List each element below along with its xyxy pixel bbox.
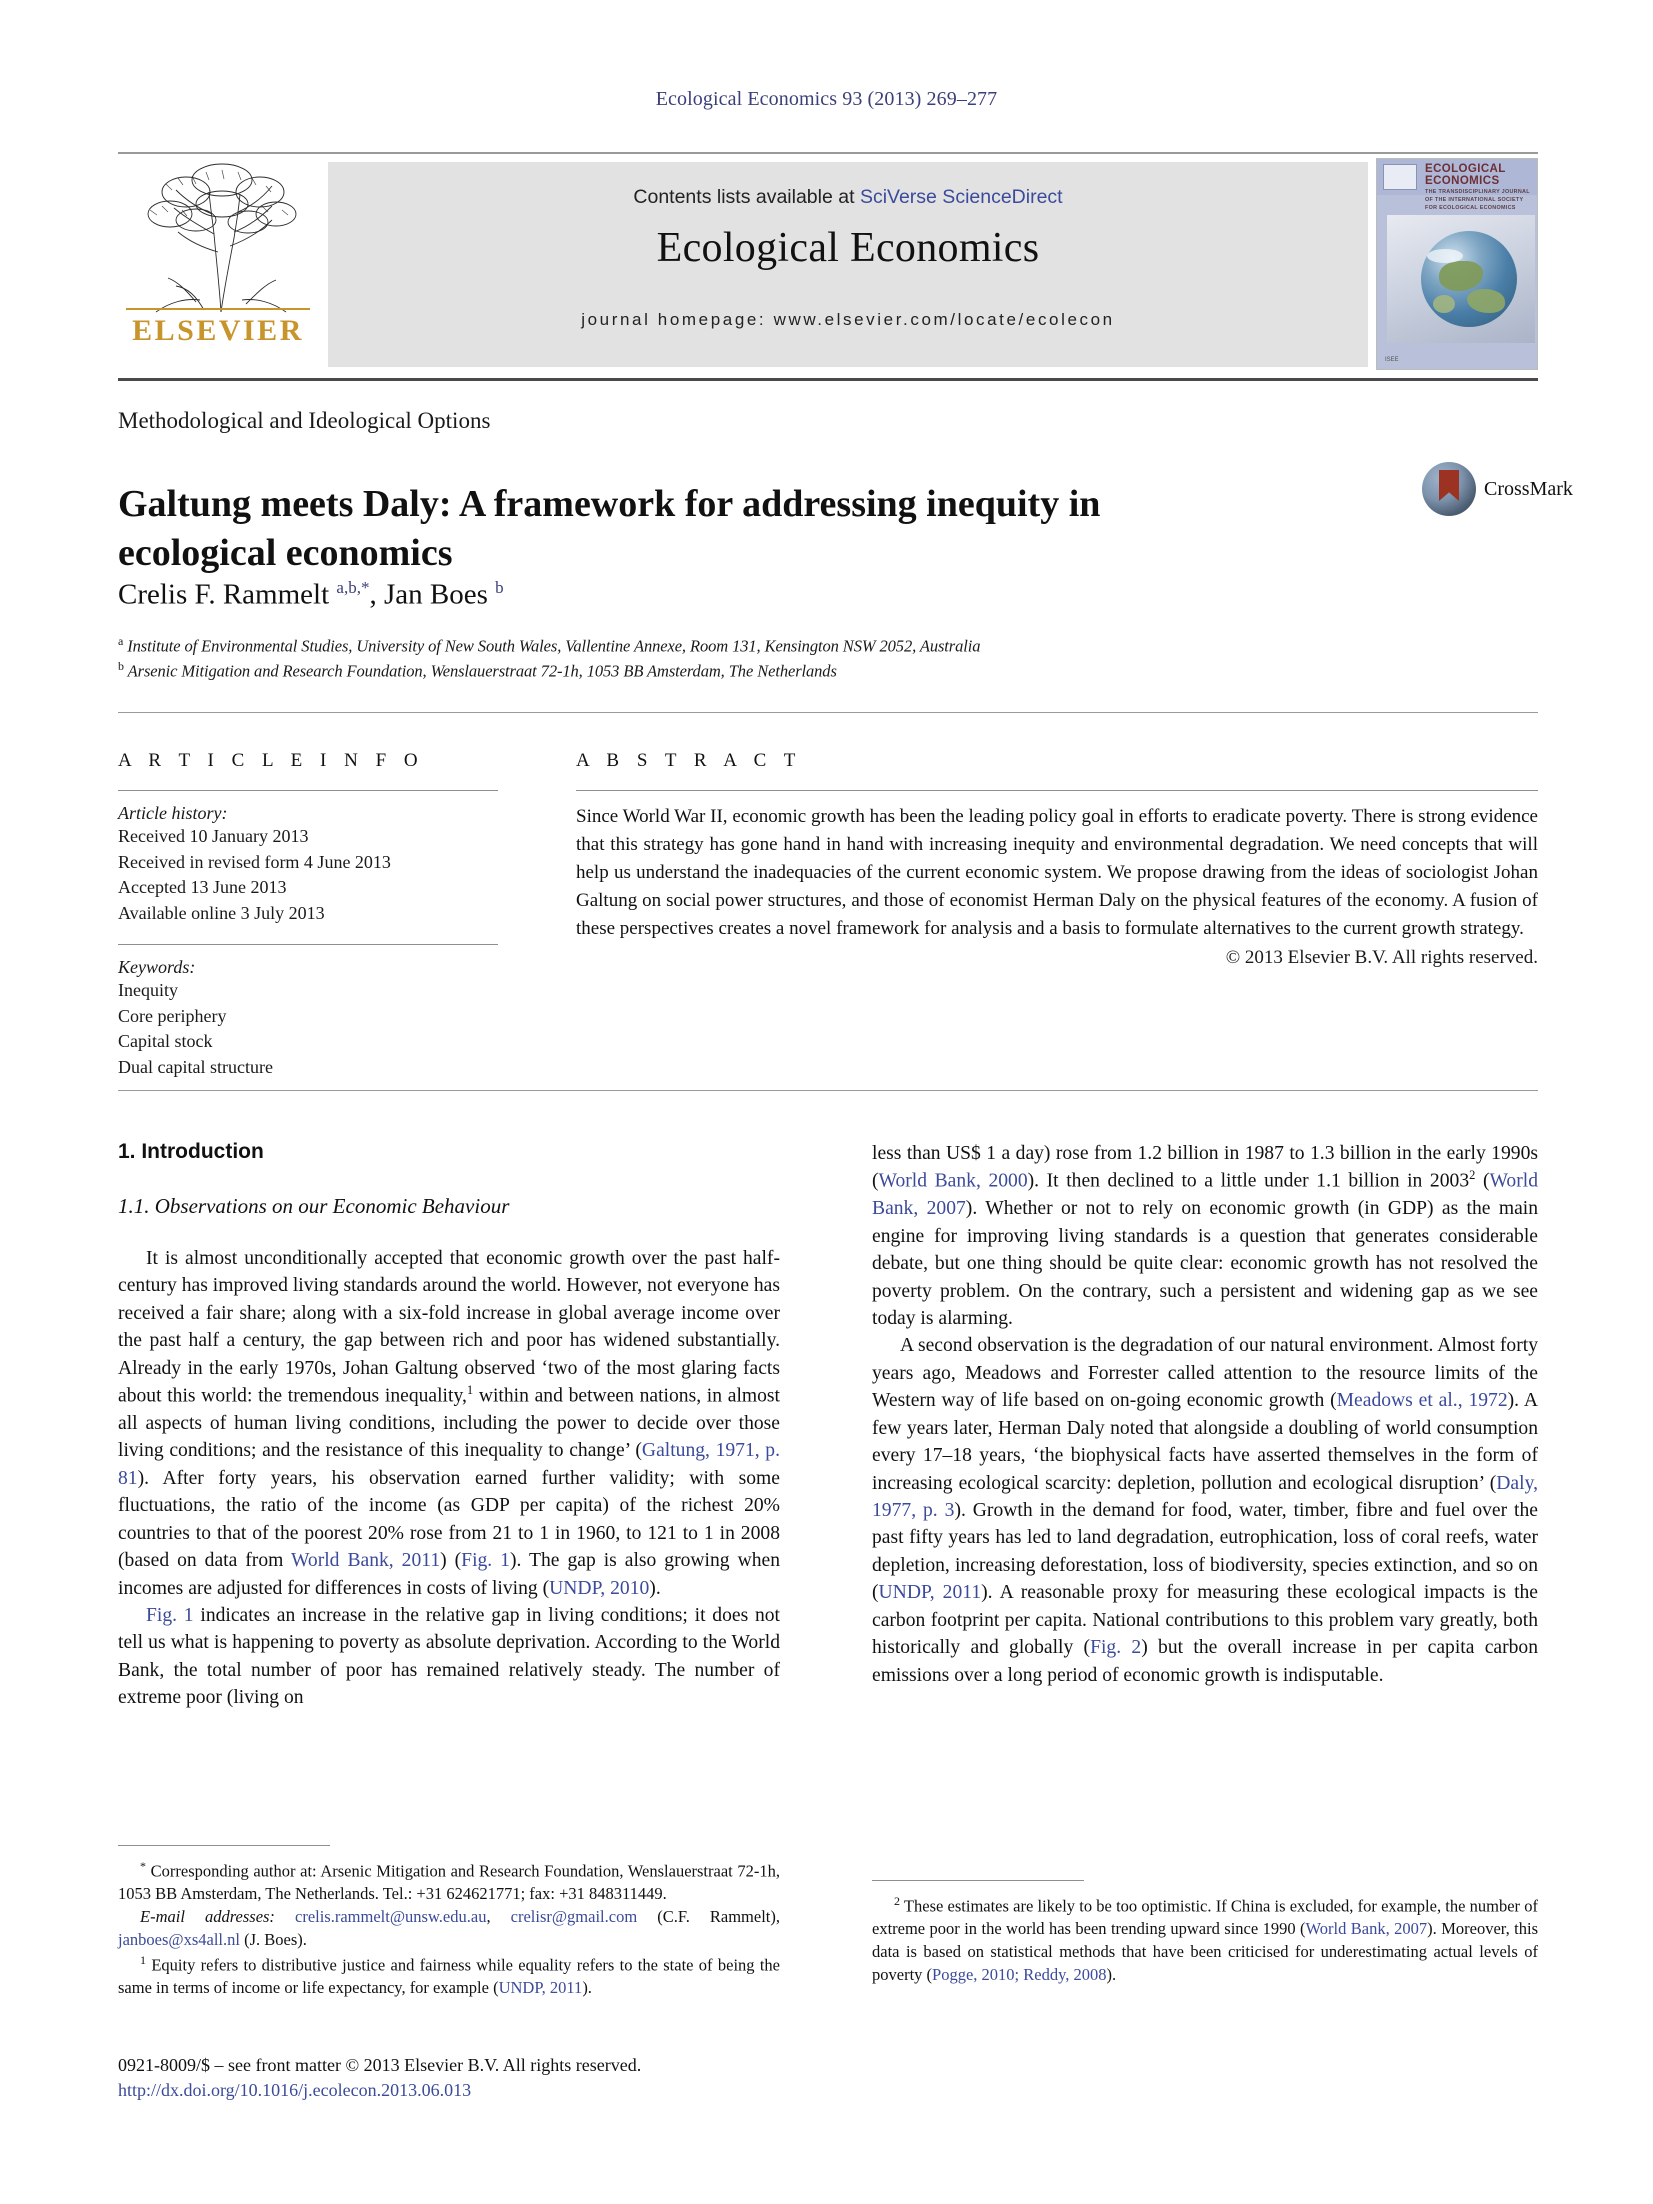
footnotes-left [118, 1845, 780, 2000]
citation-world-bank-2007-fn[interactable]: World Bank, 2007 [1305, 1919, 1428, 1939]
footnote-mark-2: 2 [894, 1894, 900, 1908]
heading-observations: 1.1. Observations on our Economic Behaviour [118, 1194, 510, 1218]
r1-seg: ). Whether or not to rely on economic growth (in GDP) as the main engine for improving living standards is a question that generates considerable debate, but one thing should be quite clear: economic growth has not resolved the poverty problem. On the contrary, such a persistent and widening gap as we see today is alarming. [872, 1198, 1539, 1330]
history-online: Available online 3 July 2013 [118, 903, 325, 924]
top-divider [118, 152, 1538, 154]
journal-title: Ecological Economics [656, 225, 1040, 271]
affiliation-b: $^b$ Arsenic Mitigation and Research Foundation, Wenslauerstraat 72-1h, 1053 BB Amsterdam, The Netherlands [118, 659, 837, 681]
keyword-item: Capital stock [118, 1031, 213, 1052]
article-info-column [118, 750, 498, 1081]
email-link-1[interactable]: crelis.rammelt@unsw.edu.au [295, 1907, 487, 1927]
footnote-ref-2[interactable]: 2 [1469, 1168, 1476, 1183]
globe-landmass [1439, 261, 1483, 291]
body-column-right [872, 1140, 1538, 1689]
history-received: Received 10 January 2013 [118, 826, 309, 846]
contents-available-line [328, 186, 1368, 209]
p1-seg: ). [649, 1577, 661, 1599]
doi-link[interactable]: http://dx.doi.org/10.1016/j.ecolecon.2013.06.013 [118, 2080, 472, 2100]
affiliation-a-text: Institute of Environmental Studies, University of New South Wales, Vallentine Annexe, Room 131, Kensington NSW 2052, Australia [127, 636, 981, 656]
citation-world-bank-2000[interactable]: World Bank, 2000 [878, 1170, 1028, 1192]
footnote-emails [118, 1906, 780, 1952]
p1-seg: It is almost unconditionally accepted that economic growth over the past half-century has improved living standards around the world. However, not everyone has received a fair share; along with a six-fold increase in global average income over the past half a century, the gap between rich and poor has widened substantially. Already in the early 1970s, Johan Galtung observed ‘two of the most glaring facts about this world: the tremendous inequality, [118, 1248, 780, 1407]
email-owner-1: (C.F. Rammelt), [657, 1907, 781, 1927]
citation-undp-2011-fn[interactable]: UNDP, 2011 [498, 1977, 583, 1997]
history-accepted: Accepted 13 June 2013 [118, 877, 287, 898]
footnote-ref-1[interactable]: 1 [466, 1383, 474, 1398]
footnote-2 [872, 1893, 1538, 1987]
globe-landmass [1433, 295, 1455, 313]
article-history-label: Article history: [118, 803, 228, 823]
cover-title [1425, 163, 1506, 188]
sciencedirect-link[interactable]: SciVerse ScienceDirect [859, 186, 1063, 208]
footnotes-right [872, 1880, 1538, 1987]
contents-prefix: Contents lists available at [633, 186, 860, 208]
keywords-label: Keywords: [118, 956, 196, 977]
paragraph-left-1 [118, 1245, 780, 1602]
authors-divider [118, 712, 1538, 713]
r1-seg: less than US$ 1 a day) rose from 1.2 billion in 1987 to 1.3 billion in the early 1990s ( [872, 1143, 1538, 1192]
citation-galtung-1971[interactable]: Galtung, 1971, p. 81 [118, 1440, 780, 1489]
abstract-rule [576, 790, 1538, 791]
footnote-corresponding-text: Corresponding author at: Arsenic Mitigation and Research Foundation, Wenslauerstraat 72-1h, 1053 BB Amsterdam, The Netherlands. Tel.: +31 624621771; fax: +31 848311449. [118, 1861, 780, 1904]
affiliation-a: $^a$ Institute of Environmental Studies, University of New South Wales, Vallentine Annexe, Room 131, Kensington NSW 2052, Australia [118, 634, 981, 656]
citation-world-bank-2007[interactable]: World Bank, 2007 [872, 1170, 1538, 1220]
cover-elsevier-mark [1383, 164, 1417, 190]
citation-meadows-1972[interactable]: Meadows et al., 1972 [1336, 1390, 1508, 1412]
running-head: Ecological Economics 93 (2013) 269–277 [655, 88, 998, 110]
cover-footer-mark: ISEE [1385, 357, 1399, 363]
article-history-block [118, 803, 498, 927]
footnote-2-text-c: ). [1106, 1964, 1117, 1984]
email-link-3[interactable]: janboes@xs4all.nl [118, 1929, 240, 1949]
email-addresses-label: E-mail addresses: [140, 1907, 275, 1927]
masthead-panel [328, 162, 1368, 367]
p1-seg: within and between nations, in almost all aspects of human living conditions, including the power to decide over those living conditions; and the resistance of this inequality to change’ ( [118, 1385, 780, 1462]
email-sep: , [486, 1907, 511, 1927]
citation-undp-2010[interactable]: UNDP, 2010 [549, 1577, 650, 1599]
heading-introduction: 1. Introduction [118, 1140, 264, 1163]
keywords-block [118, 957, 498, 1081]
cover-title-line2: ECONOMICS [1425, 175, 1500, 188]
journal-cover-thumbnail [1376, 158, 1538, 370]
crossmark-ribbon-icon [1439, 470, 1459, 501]
p2-seg: indicates an increase in the relative gap in living conditions; it does not tell us what is happening to poverty as absolute deprivation. According to the World Bank, the total number of poor has remained relatively steady. The number of extreme poor (living on [118, 1605, 780, 1709]
affiliation-b-text: Arsenic Mitigation and Research Foundation, Wenslauerstraat 72-1h, 1053 BB Amsterdam, The Netherlands [127, 661, 837, 681]
abstract-column [576, 750, 1538, 969]
page-footer [118, 2055, 1018, 2101]
issn-copyright-line: 0921-8009/$ – see front matter © 2013 Elsevier B.V. All rights reserved. [118, 2055, 642, 2075]
abstract-copyright: © 2013 Elsevier B.V. All rights reserved. [1225, 946, 1538, 968]
crossmark-label: CrossMark [1484, 478, 1573, 500]
footnote-corresponding-author [118, 1858, 780, 1906]
abstract-text: Since World War II, economic growth has been the leading policy goal in efforts to eradicate poverty. There is strong evidence that this strategy has gone hand in hand with increasing inequity and environmental degradation. We need concepts that will help us understand the inadequacies of the current economic system. We propose drawing from the ideas of sociologist Johan Galtung on social power structures, and those of economist Herman Daly on the physical features of the economy. A fusion of these perspectives creates a novel framework for analysis and a basis to formulate alternatives to the current growth strategy. [576, 806, 1538, 939]
keyword-item: Dual capital structure [118, 1057, 273, 1078]
abstract-heading: A B S T R A C T [576, 750, 802, 771]
p1-seg: ) ( [440, 1550, 462, 1572]
article-info-heading: A R T I C L E I N F O [118, 750, 425, 771]
keyword-item: Core periphery [118, 1005, 227, 1026]
article-info-rule [118, 790, 498, 791]
footnote-1-text-a: Equity refers to distributive justice and fairness while equality refers to the state of being the same in terms of income or life expectancy, for example ( [118, 1955, 781, 1997]
r2-seg: ) but the overall increase in per capita carbon emissions over a long period of economic growth is indisputable. [872, 1637, 1539, 1686]
journal-masthead [118, 158, 1538, 370]
globe-cloud [1427, 249, 1463, 263]
cover-title-line1: ECOLOGICAL [1425, 163, 1506, 175]
keywords-rule [118, 944, 498, 945]
abstract-bottom-divider [118, 1090, 1538, 1091]
citation-world-bank-2011[interactable]: World Bank, 2011 [290, 1550, 441, 1572]
keyword-item: Inequity [118, 979, 178, 1000]
crossmark-circle-icon [1422, 462, 1476, 516]
masthead-bottom-divider [118, 378, 1538, 381]
paragraph-left-2 [118, 1602, 780, 1712]
paragraph-right-2 [872, 1332, 1538, 1688]
email-owner-2: (J. Boes). [244, 1929, 307, 1949]
body-column-left [118, 1140, 780, 1712]
r2-seg: ). A reasonable proxy for measuring these ecological impacts is the carbon footprint per capita. National contributions to this problem vary greatly, both historically and globally ( [872, 1582, 1539, 1659]
elsevier-tree-icon [126, 162, 316, 320]
elsevier-wordmark: ELSEVIER [132, 314, 304, 347]
r2-seg: A second observation is the degradation of our natural environment. Almost forty years ago, Meadows and Forrester called attention to the resource limits of the Western way of life based on on-going economic growth ( [872, 1335, 1538, 1412]
email-link-2[interactable]: crelisr@gmail.com [510, 1907, 638, 1927]
footnote-mark-asterisk: * [140, 1859, 146, 1873]
journal-homepage-link[interactable]: journal homepage: www.elsevier.com/locate/ecolecon [581, 310, 1115, 329]
cover-subtitle: THE TRANSDISCIPLINARY JOURNAL OF THE INTERNATIONAL SOCIETY FOR ECOLOGICAL ECONOMICS [1425, 189, 1530, 211]
citation-daly-1977[interactable]: Daly, 1977, p. 3 [872, 1472, 1538, 1522]
p1-seg: ). After forty years, his observation earned further validity; with some fluctuations, the ratio of the income (as GDP per capita) of the richest 20% countries to that of the poorest 20% rose from 21 to 1 in 1960, to 121 to 1 in 2008 (based on data from [118, 1467, 780, 1572]
footnote-1-text-b: ). [582, 1977, 592, 1997]
r1-seg: ). It then declined to a little under 1.1 billion in 2003 [1027, 1170, 1470, 1192]
cover-globe-image [1387, 215, 1535, 343]
citation-pogge-reddy[interactable]: Pogge, 2010; Reddy, 2008 [932, 1964, 1107, 1984]
footnote-rule-right [872, 1880, 1084, 1881]
figure-ref-2[interactable]: Fig. 2 [1090, 1637, 1142, 1659]
globe-icon [1421, 231, 1517, 327]
figure-ref-1b[interactable]: Fig. 1 [146, 1605, 194, 1627]
elsevier-logo [118, 162, 323, 367]
article-section-type: Methodological and Ideological Options [118, 408, 491, 433]
citation-undp-2011[interactable]: UNDP, 2011 [878, 1582, 982, 1604]
history-revised: Received in revised form 4 June 2013 [118, 851, 391, 872]
footnote-rule-left [118, 1845, 330, 1846]
paragraph-right-1 [872, 1140, 1538, 1332]
figure-ref-1[interactable]: Fig. 1 [461, 1550, 510, 1572]
r2-seg: ). Growth in the demand for food, water, timber, fibre and fuel over the past fifty years has led to land degradation, eutrophication, loss of coral reefs, water depletion, increasing deforestation, loss of biodiversity, species extinction, and so on ( [872, 1500, 1538, 1604]
p1-seg: ). The gap is also growing when incomes are adjusted for differences in costs of living ( [118, 1550, 781, 1599]
footnote-mark-1: 1 [140, 1952, 146, 1967]
elsevier-rule [126, 308, 310, 310]
footnote-2-text-b: ). Moreover, this data is based on statistical methods that have been criticised for underestimating actual levels of poverty ( [872, 1919, 1538, 1984]
article-title: Galtung meets Daly: A framework for addressing inequity in ecological economics [118, 483, 1101, 575]
footnote-1 [118, 1952, 780, 2000]
r2-seg: ). A few years later, Herman Daly noted that alongside a doubling of world consumption every 17–18 years, ‘the biophysical facts have asserted themselves in the form of increasing ecological scarcity: depletion, pollution and ecological disruption’ ( [872, 1390, 1538, 1494]
footnote-2-text-a: These estimates are likely to be too optimistic. If China is excluded, for example, the number of extreme poor in the world has been trending upward since 1990 ( [872, 1896, 1539, 1939]
author-list: Crelis F. Rammelt $^{a,b,*}$, Jan Boes $^b$ [118, 578, 504, 611]
crossmark-badge[interactable] [1422, 462, 1573, 518]
globe-landmass [1467, 289, 1505, 313]
r1-seg: ( [1475, 1170, 1490, 1192]
